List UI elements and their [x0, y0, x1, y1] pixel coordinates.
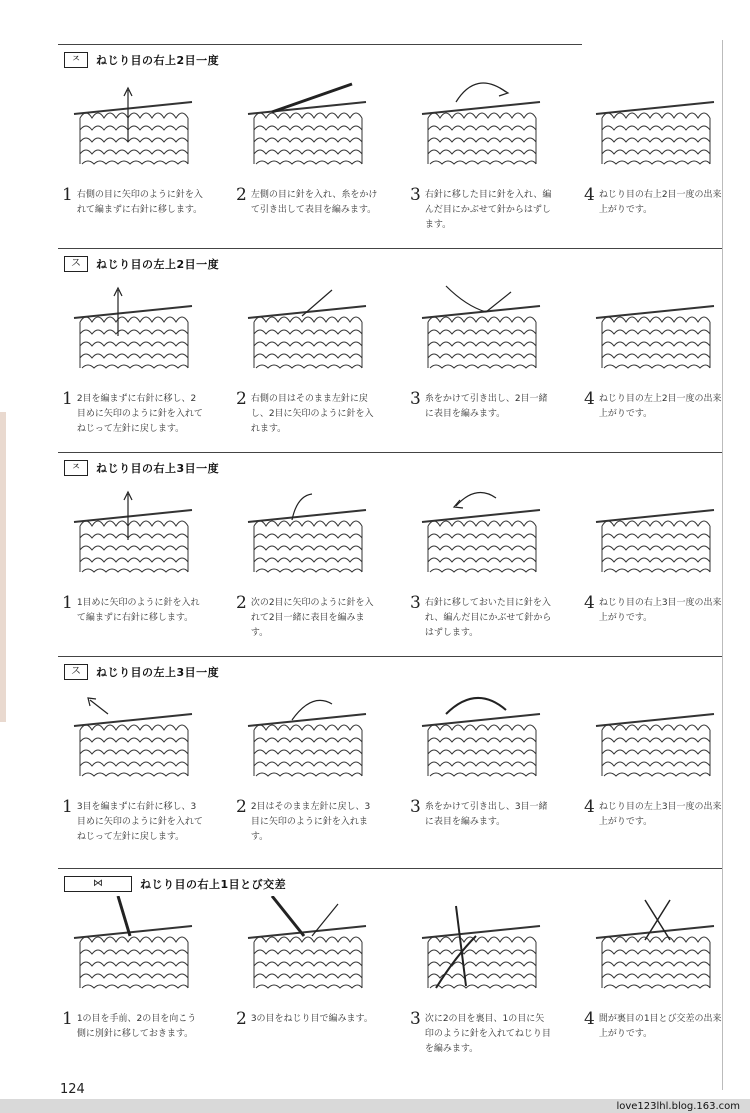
section-title: ねじり目の左上2目一度	[96, 258, 220, 271]
step-text: ねじり目の右上3目一度の出来上がりです。	[598, 598, 722, 623]
watermark: love123lhl.blog.163.com	[616, 1101, 740, 1112]
step-text: 1目めに矢印のように針を入れて編まずに右針に移します。	[76, 598, 200, 623]
step-number: 2	[236, 593, 247, 613]
section-title: ねじり目の右上2目一度	[96, 54, 220, 67]
knitting-diagram-icon	[416, 684, 546, 794]
step-3	[410, 896, 578, 1057]
step-text: 1の目を手前、2の目を向こう側に別針に移しておきます。	[76, 1014, 197, 1039]
knitting-diagram-icon	[590, 896, 720, 1006]
section-divider	[58, 248, 722, 249]
step-text: 左側の目に針を入れ、糸をかけて引き出して表目を編みます。	[250, 190, 378, 215]
page-number: 124	[60, 1082, 85, 1097]
step-4	[584, 896, 750, 1042]
step-text: 3目を編まずに右針に移し、3目めに矢印のように針を入れてねじって左針に戻します。	[76, 802, 203, 842]
step-number: 4	[584, 797, 595, 817]
knitting-diagram-icon	[242, 896, 372, 1006]
step-2	[236, 684, 404, 845]
step-1	[62, 276, 230, 437]
stitch-symbol-icon: ㅈ	[64, 52, 88, 68]
knitting-diagram-icon	[242, 684, 372, 794]
section-divider	[58, 656, 722, 657]
step-number: 2	[236, 797, 247, 817]
section-divider	[58, 44, 582, 45]
step-number: 2	[236, 185, 247, 205]
knitting-diagram-icon	[590, 684, 720, 794]
knitting-diagram-icon	[416, 896, 546, 1006]
step-number: 4	[584, 389, 595, 409]
step-number: 3	[410, 797, 421, 817]
section-header	[64, 460, 219, 476]
stitch-symbol-icon: ス	[64, 664, 88, 680]
footer-bar	[0, 1099, 750, 1113]
step-number: 3	[410, 185, 421, 205]
step-3	[410, 684, 578, 830]
section-header	[64, 256, 219, 272]
step-number: 1	[62, 389, 73, 409]
step-1	[62, 896, 230, 1042]
knitting-diagram-icon	[242, 276, 372, 386]
section-header	[64, 52, 219, 68]
step-number: 2	[236, 389, 247, 409]
knitting-diagram-icon	[590, 480, 720, 590]
step-1	[62, 72, 230, 218]
page-edge-strip	[0, 412, 6, 722]
step-number: 1	[62, 593, 73, 613]
step-3	[410, 72, 578, 233]
step-4	[584, 72, 750, 218]
step-2	[236, 72, 404, 218]
step-text: 右針に移した目に針を入れ、編んだ目にかぶせて針からはずします。	[424, 190, 552, 230]
knitting-diagram-icon	[68, 276, 198, 386]
step-text: 2目を編まずに右針に移し、2目めに矢印のように針を入れてねじって左針に戻します。	[76, 394, 203, 434]
knitting-diagram-icon	[68, 896, 198, 1006]
step-2	[236, 480, 404, 641]
knitting-diagram-icon	[590, 72, 720, 182]
knitting-diagram-icon	[68, 480, 198, 590]
step-number: 2	[236, 1009, 247, 1029]
knitting-diagram-icon	[68, 684, 198, 794]
step-text: 糸をかけて引き出し、3目一緒に表目を編みます。	[424, 802, 548, 827]
step-2	[236, 276, 404, 437]
knitting-diagram-icon	[68, 72, 198, 182]
section-title: ねじり目の右上1目とび交差	[140, 878, 287, 891]
section-header	[64, 664, 219, 680]
knitting-diagram-icon	[242, 72, 372, 182]
step-text: 次の2目に矢印のように針を入れて2目一緒に表目を編みます。	[250, 598, 374, 638]
step-4	[584, 276, 750, 422]
section-title: ねじり目の左上3目一度	[96, 666, 220, 679]
step-text: 右針に移しておいた目に針を入れ、編んだ目にかぶせて針からはずします。	[424, 598, 552, 638]
step-text: 右側の目に矢印のように針を入れて編まずに右針に移します。	[76, 190, 203, 215]
step-number: 1	[62, 797, 73, 817]
section-divider	[58, 868, 722, 869]
step-4	[584, 684, 750, 830]
step-number: 4	[584, 593, 595, 613]
step-2	[236, 896, 404, 1027]
section-header	[64, 876, 286, 892]
step-text: ねじり目の左上2目一度の出来上がりです。	[598, 394, 722, 419]
knitting-diagram-icon	[242, 480, 372, 590]
stitch-symbol-icon: ス	[64, 256, 88, 272]
section-divider	[58, 452, 722, 453]
step-number: 4	[584, 185, 595, 205]
step-3	[410, 480, 578, 641]
step-number: 3	[410, 593, 421, 613]
step-text: ねじり目の右上2目一度の出来上がりです。	[598, 190, 722, 215]
knitting-diagram-icon	[590, 276, 720, 386]
step-number: 4	[584, 1009, 595, 1029]
cross-symbol-icon: ⋈	[64, 876, 132, 892]
step-number: 1	[62, 1009, 73, 1029]
step-3	[410, 276, 578, 422]
step-1	[62, 684, 230, 845]
knitting-diagram-icon	[416, 480, 546, 590]
step-text: 2目はそのまま左針に戻し、3目に矢印のように針を入れます。	[250, 802, 371, 842]
step-number: 1	[62, 185, 73, 205]
step-4	[584, 480, 750, 626]
step-text: 間が裏目の1目とび交差の出来上がりです。	[598, 1014, 722, 1039]
section-title: ねじり目の右上3目一度	[96, 462, 220, 475]
step-text: 3の目をねじり目で編みます。	[250, 1014, 373, 1024]
step-text: 糸をかけて引き出し、2目一緒に表目を編みます。	[424, 394, 548, 419]
step-number: 3	[410, 389, 421, 409]
step-text: 右側の目はそのまま左針に戻し、2目に矢印のように針を入れます。	[250, 394, 374, 434]
knitting-diagram-icon	[416, 72, 546, 182]
step-text: 次に2の目を裏目、1の目に矢印のように針を入れてねじり目を編みます。	[424, 1014, 551, 1054]
stitch-symbol-icon: ㅈ	[64, 460, 88, 476]
step-1	[62, 480, 230, 626]
knitting-diagram-icon	[416, 276, 546, 386]
step-text: ねじり目の左上3目一度の出来上がりです。	[598, 802, 722, 827]
step-number: 3	[410, 1009, 421, 1029]
